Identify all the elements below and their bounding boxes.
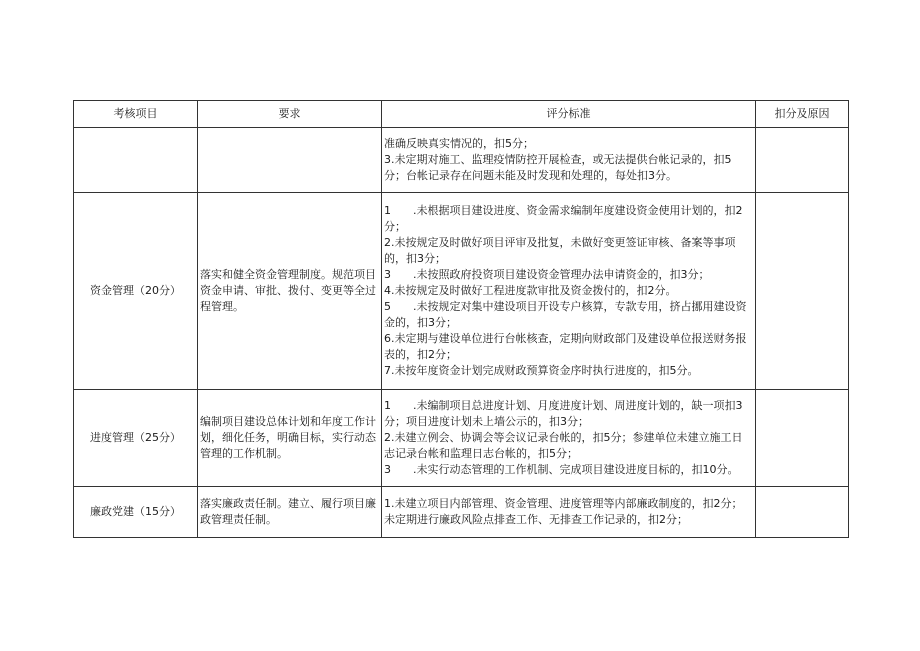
item-cell: 资金管理（20分）: [74, 193, 198, 390]
header-row: [74, 101, 849, 128]
criteria-cell: [382, 487, 756, 538]
criteria-line: 准确反映真实情况的，扣5分；: [384, 137, 534, 150]
criteria-line: 1.未建立项目内部管理、资金管理、进度管理等内部廉政制度的，扣2分；未定期进行廉政风险点排查工作、无排查工作记录的，扣2分；: [384, 497, 743, 526]
requirement-cell: 编制项目建设总体计划和年度工作计划，细化任务，明确目标，实行动态管理的工作机制。: [198, 390, 382, 487]
criteria-line: 1 .未编制项目总进度计划、月度进度计划、周进度计划的，缺一项扣3分；项目进度计划未上墙公示的，扣3分；: [384, 399, 743, 428]
table-row: [74, 128, 849, 193]
table-row: [74, 487, 849, 538]
criteria-line: 3 .未实行动态管理的工作机制、完成项目建设进度目标的，扣10分。: [384, 463, 739, 476]
header-requirement: 要求: [198, 101, 382, 128]
criteria-line: 7.未按年度资金计划完成财政预算资金序时执行进度的，扣5分。: [384, 364, 699, 377]
criteria-line: 6.未定期与建设单位进行台帐核查，定期向财政部门及建设单位报送财务报表的，扣2分；: [384, 332, 747, 361]
criteria-cell: [382, 193, 756, 390]
header-item: 考核项目: [74, 101, 198, 128]
header-deduction: 扣分及原因: [756, 101, 849, 128]
table-row: [74, 390, 849, 487]
deduction-cell: [756, 390, 849, 487]
assessment-table: [73, 100, 849, 538]
deduction-cell: [756, 487, 849, 538]
requirement-cell: [198, 128, 382, 193]
criteria-line: 2.未建立例会、协调会等会议记录台帐的，扣5分；参建单位未建立施工日志记录台帐和监理日志台帐的，扣5分；: [384, 431, 743, 460]
requirement-cell: 落实廉政责任制。建立、履行项目廉政管理责任制。: [198, 487, 382, 538]
criteria-line: 3 .未按照政府投资项目建设资金管理办法申请资金的，扣3分；: [384, 268, 710, 281]
criteria-line: 4.未按规定及时做好工程进度款审批及资金拨付的，扣2分。: [384, 284, 677, 297]
table-row: [74, 193, 849, 390]
deduction-cell: [756, 193, 849, 390]
criteria-line: 1 .未根据项目建设进度、资金需求编制年度建设资金使用计划的，扣2分；: [384, 204, 743, 233]
criteria-cell: [382, 390, 756, 487]
criteria-line: 5 .未按规定对集中建设项目开设专户核算，专款专用，挤占挪用建设资金的，扣3分；: [384, 300, 747, 329]
criteria-line: 2.未按规定及时做好项目评审及批复，未做好变更签证审核、备案等事项的，扣3分；: [384, 236, 736, 265]
item-cell: 廉政党建（15分）: [74, 487, 198, 538]
header-criteria: 评分标准: [382, 101, 756, 128]
criteria-line: 3.未定期对施工、监理疫情防控开展检查，或无法提供台帐记录的，扣5分；台帐记录存在问题未能及时发现和处理的，每处扣3分。: [384, 153, 732, 182]
item-cell: 进度管理（25分）: [74, 390, 198, 487]
item-cell: [74, 128, 198, 193]
deduction-cell: [756, 128, 849, 193]
criteria-cell: [382, 128, 756, 193]
requirement-cell: 落实和健全资金管理制度。规范项目资金申请、审批、拨付、变更等全过程管理。: [198, 193, 382, 390]
